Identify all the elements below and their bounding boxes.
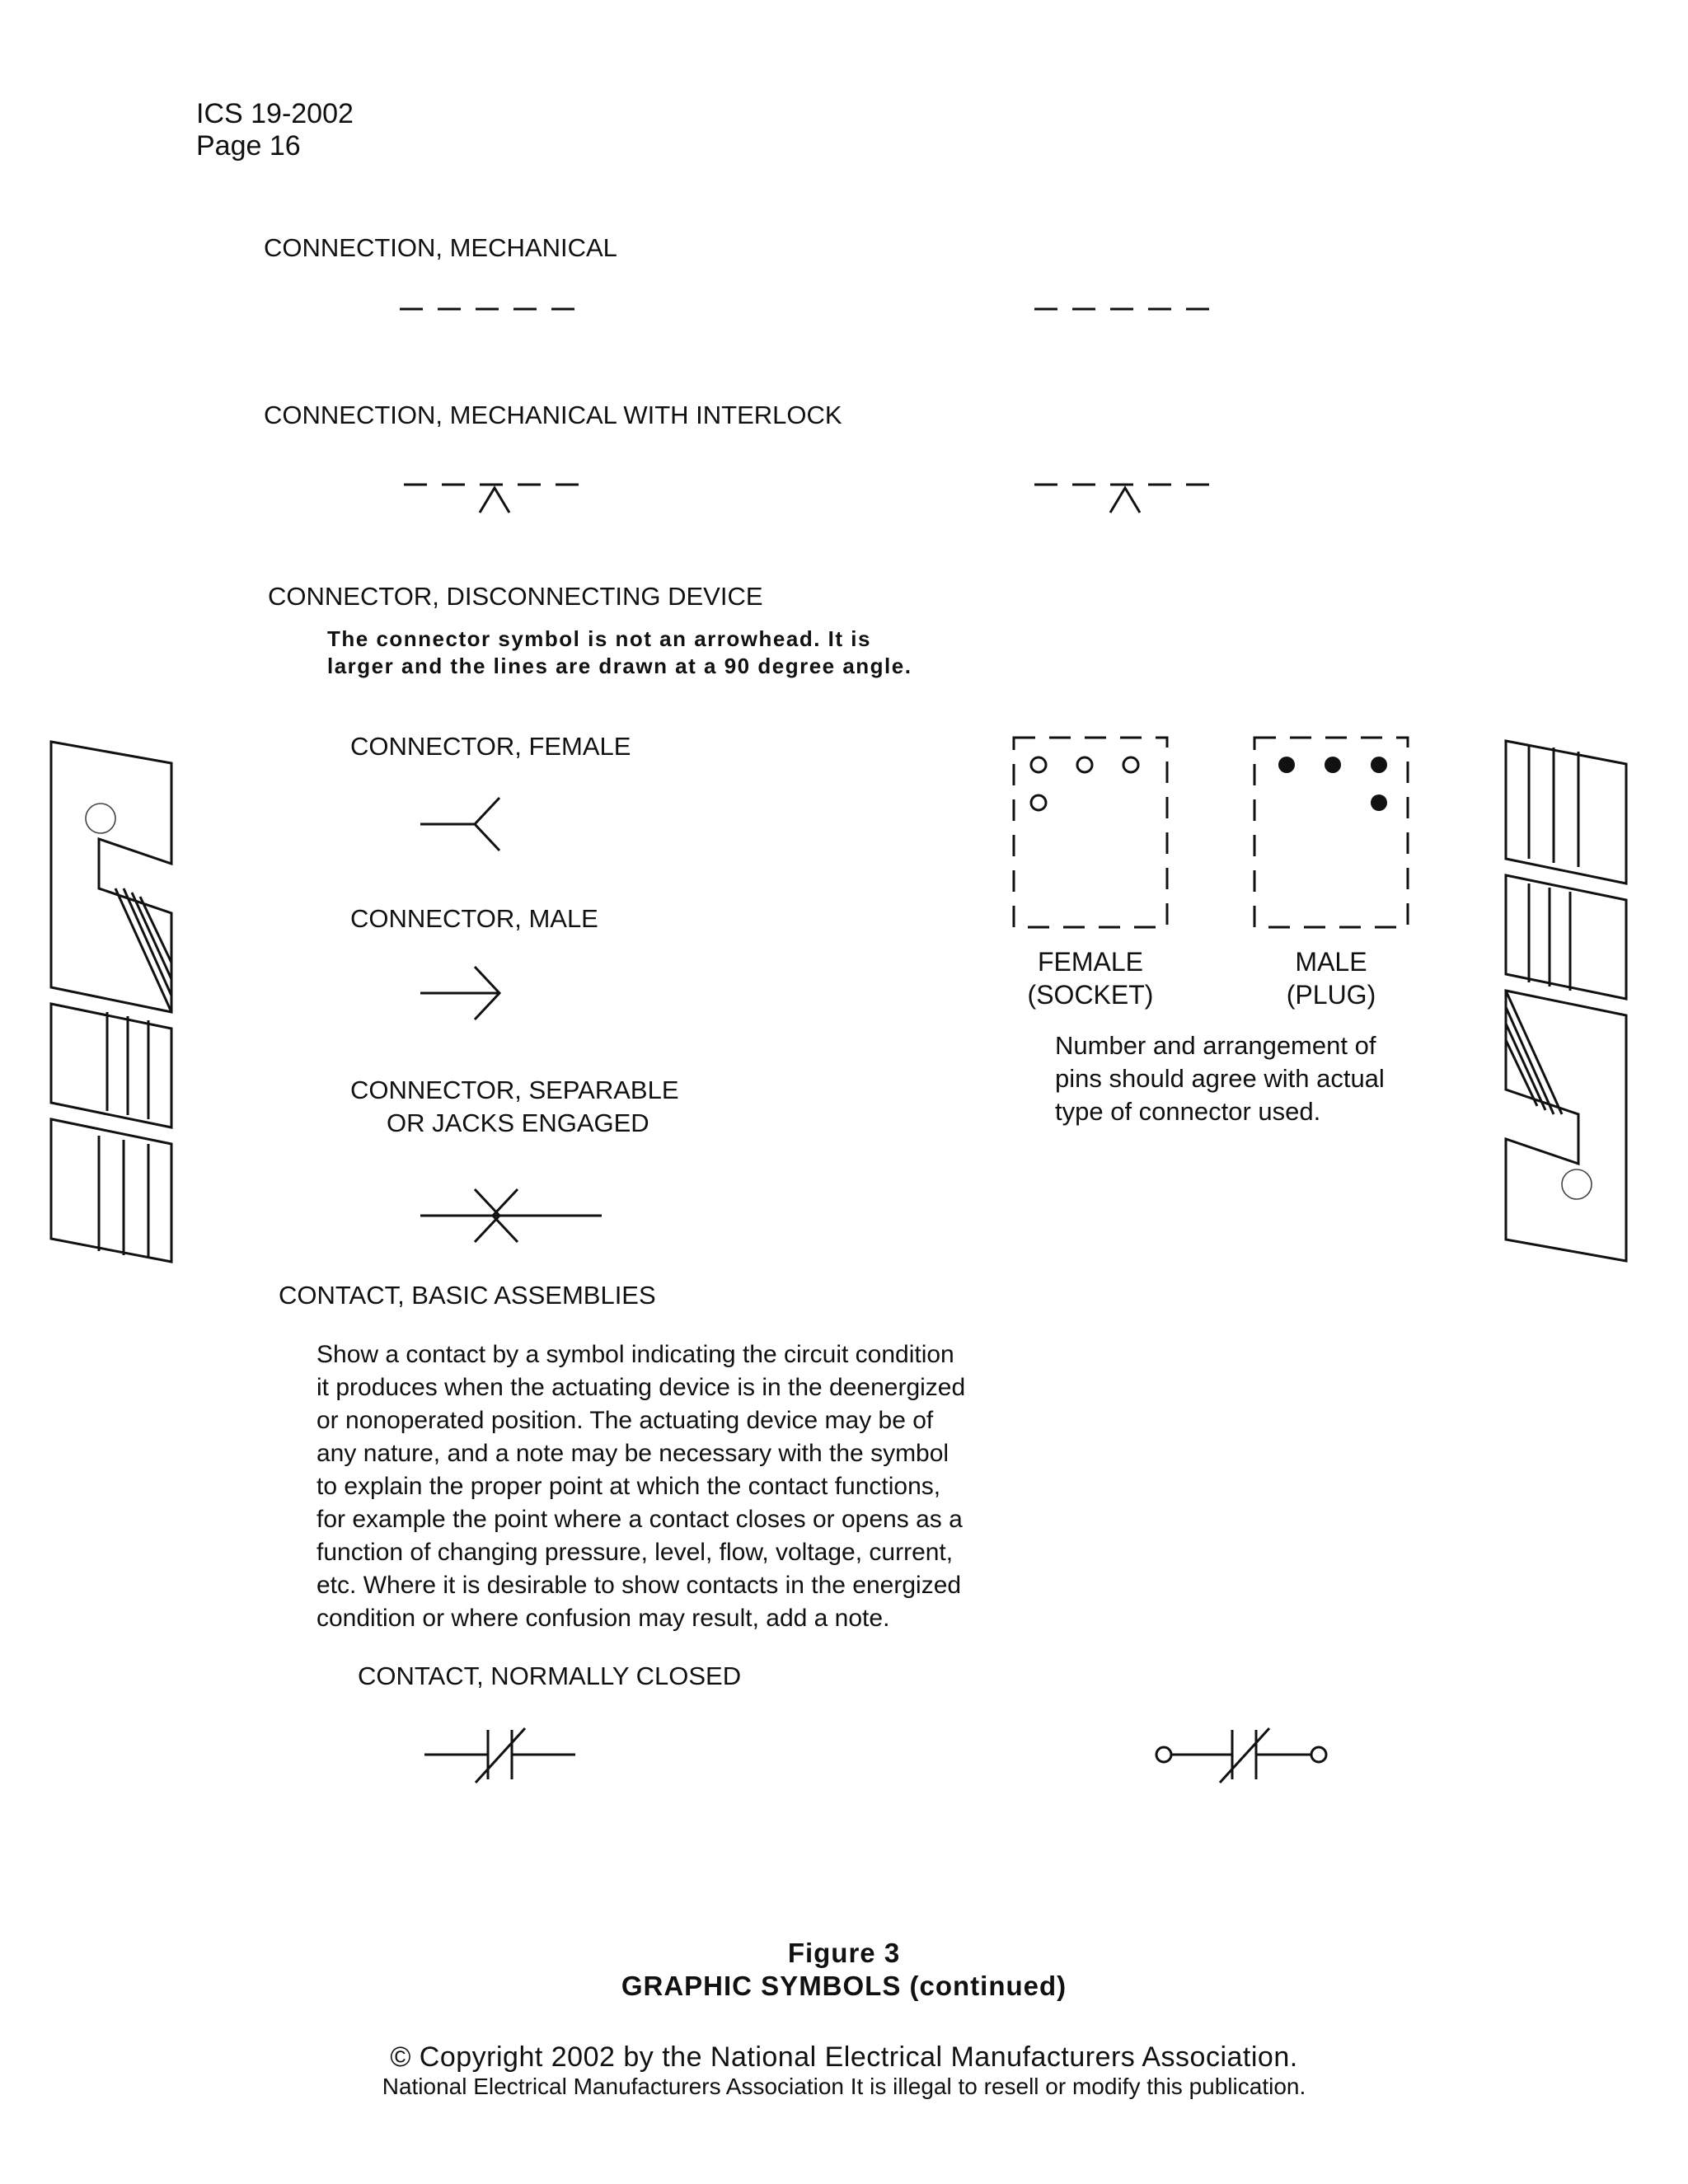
pins-note-line3: type of connector used. xyxy=(1055,1097,1321,1126)
paragraph-line: for example the point where a contact closes or opens as a xyxy=(316,1506,963,1533)
contact-basic-paragraph xyxy=(316,1338,1058,1635)
separable-connector-symbol xyxy=(420,1187,606,1244)
paragraph-line: it produces when the actuating device is in the deenergized xyxy=(316,1374,966,1401)
interlock-symbol-left xyxy=(404,478,585,519)
disconnecting-note-line1: The connector symbol is not an arrowhead. It is xyxy=(327,626,871,651)
plug-pin-box xyxy=(1253,736,1409,929)
male-connector-symbol xyxy=(420,964,511,1022)
paragraph-line: function of changing pressure, level, flow, voltage, current, xyxy=(316,1539,954,1566)
plug-pin-icon xyxy=(1325,757,1341,773)
disconnecting-note-line2: larger and the lines are drawn at a 90 degree angle. xyxy=(327,654,912,678)
document-id: ICS 19-2002 xyxy=(196,98,354,129)
plug-label-line1: MALE xyxy=(1295,947,1367,977)
pins-note-line2: pins should agree with actual xyxy=(1055,1064,1385,1093)
section-title-disconnecting: CONNECTOR, DISCONNECTING DEVICE xyxy=(268,582,763,611)
page-number: Page 16 xyxy=(196,130,301,162)
socket-label-line2: (SOCKET) xyxy=(1027,980,1154,1010)
section-title-separable-line2: OR JACKS ENGAGED xyxy=(387,1108,649,1137)
figure-number: Figure 3 xyxy=(787,1938,901,1968)
section-title-interlock: CONNECTION, MECHANICAL WITH INTERLOCK xyxy=(264,401,842,429)
section-title-normally-closed: CONTACT, NORMALLY CLOSED xyxy=(358,1661,742,1690)
normally-closed-contact-symbol-left xyxy=(424,1727,577,1784)
normally-closed-contact-symbol-right xyxy=(1150,1727,1339,1784)
socket-label-line1: FEMALE xyxy=(1037,947,1144,977)
paragraph-line: Show a contact by a symbol indicating the circuit condition xyxy=(316,1341,954,1368)
paragraph-line: any nature, and a note may be necessary with the symbol xyxy=(316,1440,950,1467)
nema-logo-icon xyxy=(1504,740,1628,1263)
plug-pin-icon xyxy=(1371,757,1387,773)
paragraph-line: condition or where confusion may result, add a note. xyxy=(316,1605,890,1632)
plug-pin-icon xyxy=(1278,757,1295,773)
paragraph-line: etc. Where it is desirable to show contacts in the energized xyxy=(316,1572,962,1599)
section-title-contact-basic: CONTACT, BASIC ASSEMBLIES xyxy=(279,1281,656,1310)
nema-logo-icon xyxy=(49,740,173,1263)
section-title-male: CONNECTOR, MALE xyxy=(350,904,598,933)
mechanical-connection-symbol-left xyxy=(400,305,581,313)
socket-pin-icon xyxy=(1123,757,1138,772)
copyright-line: © Copyright 2002 by the National Electrical Manufacturers Association. xyxy=(390,2041,1298,2073)
paragraph-line: to explain the proper point at which the contact functions, xyxy=(316,1473,941,1500)
socket-pin-box xyxy=(1012,736,1169,929)
pins-note-line1: Number and arrangement of xyxy=(1055,1031,1376,1060)
section-title-female: CONNECTOR, FEMALE xyxy=(350,732,631,761)
plug-pin-icon xyxy=(1371,794,1387,811)
mechanical-connection-symbol-right xyxy=(1034,305,1216,313)
plug-label-line2: (PLUG) xyxy=(1286,980,1376,1010)
section-title-separable-line1: CONNECTOR, SEPARABLE xyxy=(350,1076,679,1104)
socket-pin-icon xyxy=(1031,757,1046,772)
paragraph-line: or nonoperated position. The actuating device may be of xyxy=(316,1407,934,1434)
socket-pin-icon xyxy=(1031,795,1046,810)
female-connector-symbol xyxy=(420,795,511,853)
socket-pin-icon xyxy=(1077,757,1092,772)
interlock-symbol-right xyxy=(1034,478,1216,519)
legal-notice: National Electrical Manufacturers Association It is illegal to resell or modify this publication. xyxy=(382,2074,1306,2099)
section-title-mechanical: CONNECTION, MECHANICAL xyxy=(264,233,617,262)
figure-caption: GRAPHIC SYMBOLS (continued) xyxy=(621,1971,1067,2001)
